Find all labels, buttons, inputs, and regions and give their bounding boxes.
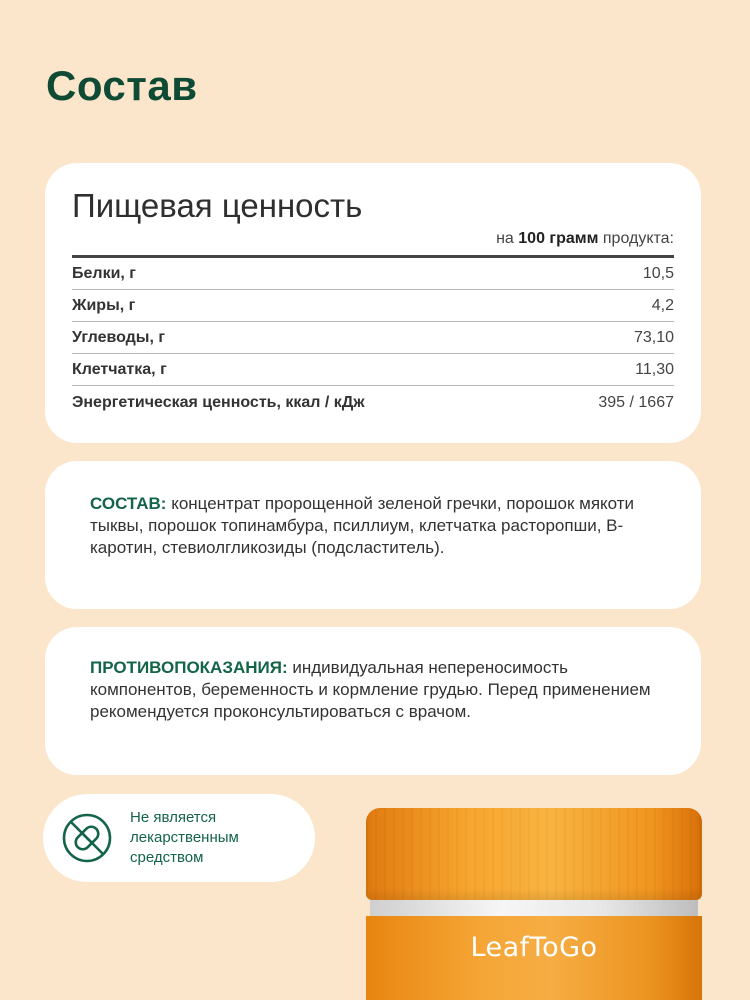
nutrition-row-label: Белки, г [72, 264, 136, 282]
product-jar-image [366, 808, 702, 1000]
composition-body: концентрат пророщенной зеленой гречки, порошок мякоти тыквы, порошок топинамбура, псиллиум, клетчатка расторопши, B-каротин, стевиолгликозиды (подсластитель). [90, 494, 635, 557]
not-medicine-badge [43, 794, 315, 882]
contraindications-body: индивидуальная непереносимость компонентов, беременность и кормление грудью. Перед применением рекомендуется проконсультироваться с врачом. [90, 658, 651, 721]
per-prefix: на [496, 230, 519, 247]
page-title: Состав [46, 62, 198, 109]
badge-text [130, 808, 300, 868]
nutrition-title: Пищевая ценность [72, 187, 363, 224]
nutrition-row-label: Энергетическая ценность, ккал / кДж [72, 394, 365, 411]
contraindications-text [90, 657, 661, 723]
nutrition-row-value: 4,2 [651, 296, 674, 314]
jar-lid [366, 808, 702, 900]
nutrition-row-protein [72, 258, 674, 290]
nutrition-card [45, 163, 701, 443]
composition-card [45, 461, 701, 609]
nutrition-row-fat [72, 290, 674, 322]
nutrition-row-value: 73,10 [633, 328, 674, 346]
nutrition-row-energy [72, 387, 674, 419]
nutrition-row-label: Жиры, г [72, 296, 136, 314]
badge-line: лекарственным [130, 829, 239, 846]
composition-text [90, 493, 661, 559]
jar-band [370, 900, 698, 916]
badge-line: Не является [130, 809, 217, 826]
nutrition-row-label: Углеводы, г [72, 328, 166, 346]
composition-label: СОСТАВ: [90, 494, 167, 513]
brand-logo: LeafToGo [470, 932, 598, 963]
per-amount-line [496, 230, 674, 248]
nutrition-row-label: Клетчатка, г [72, 360, 167, 378]
nutrition-row-value: 10,5 [642, 264, 674, 282]
badge-line: средством [130, 849, 204, 866]
contraindications-label: ПРОТИВОПОКАЗАНИЯ: [90, 658, 288, 677]
nutrition-row-carbs [72, 322, 674, 354]
no-pill-icon [61, 812, 113, 864]
per-amount: 100 грамм [518, 230, 599, 247]
nutrition-row-value: 395 / 1667 [598, 394, 674, 411]
per-suffix: продукта: [598, 230, 674, 247]
contraindications-card [45, 627, 701, 775]
nutrition-row-value: 11,30 [635, 360, 674, 378]
nutrition-row-fiber [72, 354, 674, 386]
